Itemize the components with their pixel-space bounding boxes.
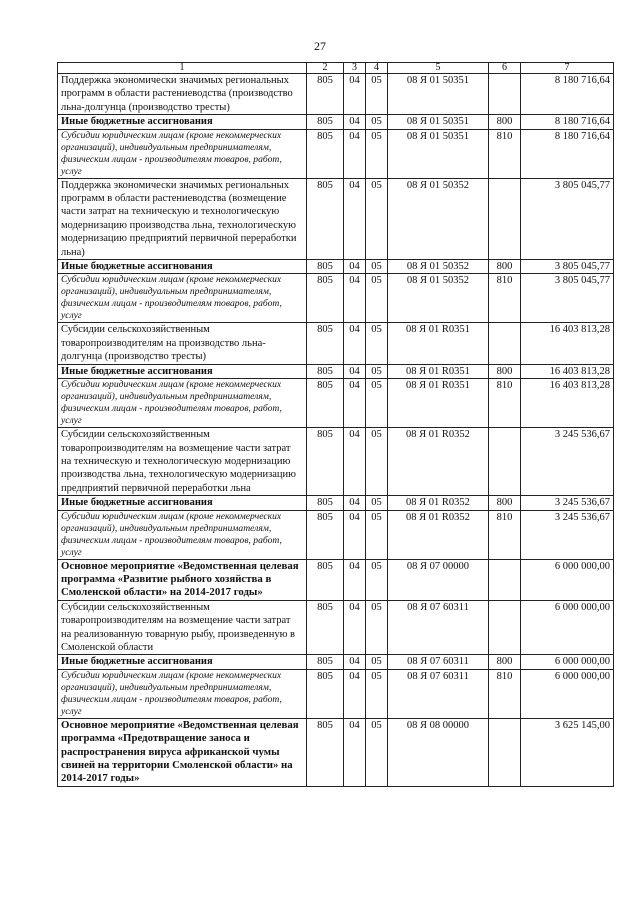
table-row (58, 559, 614, 600)
header-cell-3: 3 (344, 63, 366, 74)
row-name-cell: Основное мероприятие «Ведомственная целевая программа «Предотвращение заноса и распространения вируса африканской чумы свиней на территории Смоленской области» на 2014-2017 годы» (58, 718, 307, 786)
target-article-cell: 08 Я 01 R0352 (388, 428, 489, 496)
section-cell: 04 (344, 496, 366, 510)
row-name-cell: Иные бюджетные ассигнования (58, 364, 307, 378)
subsection-cell: 05 (366, 379, 388, 428)
page-number: 27 (314, 39, 326, 53)
expense-type-cell: 810 (489, 379, 521, 428)
expense-type-cell (489, 718, 521, 786)
table-row (58, 655, 614, 669)
subsection-cell: 05 (366, 74, 388, 115)
row-name-cell: Основное мероприятие «Ведомственная целевая программа «Развитие рыбного хозяйства в Смоленской области» на 2014-2017 годы» (58, 559, 307, 600)
amount-cell: 6 000 000,00 (521, 559, 614, 600)
expense-type-cell: 810 (489, 510, 521, 559)
subsection-cell: 05 (366, 364, 388, 378)
row-name-cell: Субсидии юридическим лицам (кроме некоммерческих организаций), индивидуальным предпринимателям, физическим лицам - производителям товаров, работ, услуг (58, 274, 307, 323)
table-row (58, 364, 614, 378)
amount-cell: 3 245 536,67 (521, 428, 614, 496)
header-cell-7: 7 (521, 63, 614, 74)
amount-cell: 8 180 716,64 (521, 115, 614, 129)
section-cell: 04 (344, 718, 366, 786)
amount-cell: 6 000 000,00 (521, 600, 614, 655)
amount-cell: 8 180 716,64 (521, 129, 614, 178)
subsection-cell: 05 (366, 559, 388, 600)
header-cell-6: 6 (489, 63, 521, 74)
expense-type-cell (489, 428, 521, 496)
expense-type-cell: 800 (489, 496, 521, 510)
target-article-cell: 08 Я 01 50352 (388, 178, 489, 259)
admin-code-cell: 805 (307, 496, 344, 510)
row-name-cell: Субсидии юридическим лицам (кроме некоммерческих организаций), индивидуальным предпринимателям, физическим лицам - производителям товаров, работ, услуг (58, 669, 307, 718)
amount-cell: 16 403 813,28 (521, 364, 614, 378)
amount-cell: 3 805 045,77 (521, 260, 614, 274)
amount-cell: 3 245 536,67 (521, 496, 614, 510)
admin-code-cell: 805 (307, 510, 344, 559)
budget-table (57, 62, 614, 787)
section-cell: 04 (344, 74, 366, 115)
table-row (58, 115, 614, 129)
subsection-cell: 05 (366, 510, 388, 559)
amount-cell: 3 245 536,67 (521, 510, 614, 559)
target-article-cell: 08 Я 01 50352 (388, 274, 489, 323)
amount-cell: 3 625 145,00 (521, 718, 614, 786)
subsection-cell: 05 (366, 718, 388, 786)
expense-type-cell: 800 (489, 115, 521, 129)
target-article-cell: 08 Я 01 R0351 (388, 364, 489, 378)
header-row (58, 63, 614, 74)
table-row (58, 718, 614, 786)
admin-code-cell: 805 (307, 178, 344, 259)
subsection-cell: 05 (366, 496, 388, 510)
admin-code-cell: 805 (307, 428, 344, 496)
table-row (58, 274, 614, 323)
admin-code-cell: 805 (307, 600, 344, 655)
section-cell: 04 (344, 115, 366, 129)
admin-code-cell: 805 (307, 379, 344, 428)
section-cell: 04 (344, 669, 366, 718)
admin-code-cell: 805 (307, 323, 344, 364)
amount-cell: 16 403 813,28 (521, 323, 614, 364)
row-name-cell: Субсидии сельскохозяйственным товаропроизводителям на возмещение части затрат на техническую и технологическую модернизацию производства льна, технологическую модернизацию предприятий первичной переработки льна (58, 428, 307, 496)
target-article-cell: 08 Я 01 R0352 (388, 496, 489, 510)
table-row (58, 496, 614, 510)
expense-type-cell (489, 600, 521, 655)
section-cell: 04 (344, 428, 366, 496)
section-cell: 04 (344, 600, 366, 655)
row-name-cell: Субсидии юридическим лицам (кроме некоммерческих организаций), индивидуальным предпринимателям, физическим лицам - производителям товаров, работ, услуг (58, 510, 307, 559)
target-article-cell: 08 Я 08 00000 (388, 718, 489, 786)
expense-type-cell: 810 (489, 129, 521, 178)
section-cell: 04 (344, 178, 366, 259)
table-row (58, 428, 614, 496)
expense-type-cell: 810 (489, 274, 521, 323)
expense-type-cell: 800 (489, 364, 521, 378)
table-row (58, 260, 614, 274)
target-article-cell: 08 Я 01 50351 (388, 74, 489, 115)
section-cell: 04 (344, 323, 366, 364)
section-cell: 04 (344, 559, 366, 600)
amount-cell: 3 805 045,77 (521, 178, 614, 259)
subsection-cell: 05 (366, 655, 388, 669)
target-article-cell: 08 Я 01 50351 (388, 129, 489, 178)
target-article-cell: 08 Я 01 50351 (388, 115, 489, 129)
row-name-cell: Иные бюджетные ассигнования (58, 260, 307, 274)
header-cell-4: 4 (366, 63, 388, 74)
target-article-cell: 08 Я 07 60311 (388, 600, 489, 655)
expense-type-cell (489, 178, 521, 259)
section-cell: 04 (344, 260, 366, 274)
row-name-cell: Субсидии сельскохозяйственным товаропроизводителям на производство льна-долгунца (производство тресты) (58, 323, 307, 364)
header-cell-5: 5 (388, 63, 489, 74)
header-cell-1: 1 (58, 63, 307, 74)
section-cell: 04 (344, 274, 366, 323)
target-article-cell: 08 Я 07 60311 (388, 669, 489, 718)
table-row (58, 129, 614, 178)
admin-code-cell: 805 (307, 669, 344, 718)
subsection-cell: 05 (366, 274, 388, 323)
table-row (58, 600, 614, 655)
subsection-cell: 05 (366, 260, 388, 274)
row-name-cell: Поддержка экономически значимых региональных программ в области растениеводства (возмещение части затрат на техническую и технологическую модернизацию производства льна, технологическую модернизацию предприятий первичной переработки льна) (58, 178, 307, 259)
admin-code-cell: 805 (307, 260, 344, 274)
subsection-cell: 05 (366, 129, 388, 178)
target-article-cell: 08 Я 01 R0351 (388, 323, 489, 364)
table-row (58, 74, 614, 115)
section-cell: 04 (344, 379, 366, 428)
section-cell: 04 (344, 364, 366, 378)
amount-cell: 6 000 000,00 (521, 655, 614, 669)
subsection-cell: 05 (366, 323, 388, 364)
expense-type-cell (489, 323, 521, 364)
admin-code-cell: 805 (307, 74, 344, 115)
header-cell-2: 2 (307, 63, 344, 74)
table-row (58, 178, 614, 259)
admin-code-cell: 805 (307, 115, 344, 129)
target-article-cell: 08 Я 07 60311 (388, 655, 489, 669)
section-cell: 04 (344, 129, 366, 178)
admin-code-cell: 805 (307, 364, 344, 378)
row-name-cell: Субсидии юридическим лицам (кроме некоммерческих организаций), индивидуальным предпринимателям, физическим лицам - производителям товаров, работ, услуг (58, 379, 307, 428)
expense-type-cell (489, 74, 521, 115)
row-name-cell: Поддержка экономически значимых региональных программ в области растениеводства (производство льна-долгунца (производство тресты) (58, 74, 307, 115)
section-cell: 04 (344, 655, 366, 669)
subsection-cell: 05 (366, 669, 388, 718)
expense-type-cell: 800 (489, 655, 521, 669)
subsection-cell: 05 (366, 178, 388, 259)
admin-code-cell: 805 (307, 718, 344, 786)
table-row (58, 669, 614, 718)
amount-cell: 8 180 716,64 (521, 74, 614, 115)
target-article-cell: 08 Я 01 R0351 (388, 379, 489, 428)
target-article-cell: 08 Я 01 50352 (388, 260, 489, 274)
admin-code-cell: 805 (307, 655, 344, 669)
expense-type-cell: 800 (489, 260, 521, 274)
admin-code-cell: 805 (307, 559, 344, 600)
amount-cell: 3 805 045,77 (521, 274, 614, 323)
target-article-cell: 08 Я 07 00000 (388, 559, 489, 600)
row-name-cell: Субсидии юридическим лицам (кроме некоммерческих организаций), индивидуальным предпринимателям, физическим лицам - производителям товаров, работ, услуг (58, 129, 307, 178)
subsection-cell: 05 (366, 428, 388, 496)
expense-type-cell (489, 559, 521, 600)
amount-cell: 6 000 000,00 (521, 669, 614, 718)
row-name-cell: Иные бюджетные ассигнования (58, 115, 307, 129)
target-article-cell: 08 Я 01 R0352 (388, 510, 489, 559)
row-name-cell: Иные бюджетные ассигнования (58, 496, 307, 510)
table-row (58, 323, 614, 364)
section-cell: 04 (344, 510, 366, 559)
admin-code-cell: 805 (307, 274, 344, 323)
subsection-cell: 05 (366, 600, 388, 655)
expense-type-cell: 810 (489, 669, 521, 718)
table-row (58, 510, 614, 559)
admin-code-cell: 805 (307, 129, 344, 178)
subsection-cell: 05 (366, 115, 388, 129)
amount-cell: 16 403 813,28 (521, 379, 614, 428)
row-name-cell: Иные бюджетные ассигнования (58, 655, 307, 669)
row-name-cell: Субсидии сельскохозяйственным товаропроизводителям на возмещение части затрат на реализованную товарную рыбу, произведенную в Смоленской области (58, 600, 307, 655)
table-row (58, 379, 614, 428)
